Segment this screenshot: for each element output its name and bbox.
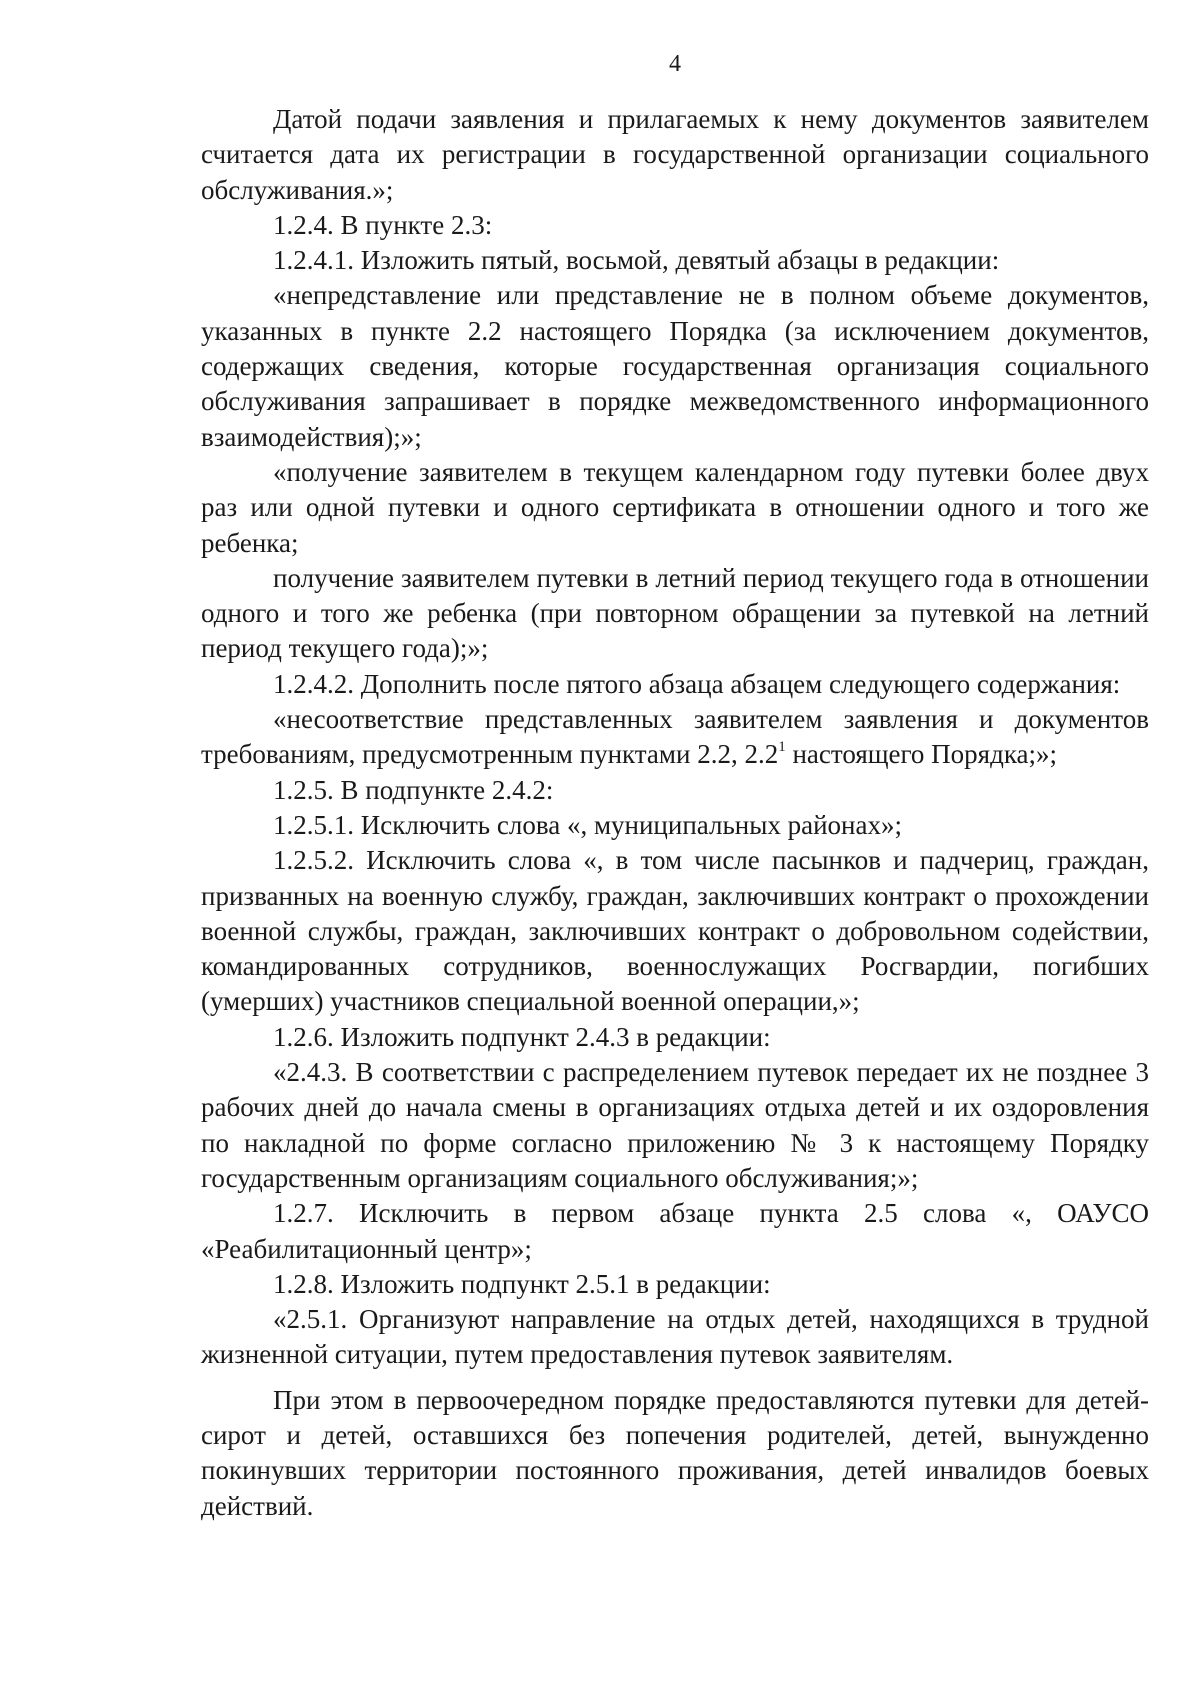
paragraph-nonsubmission: «непредставление или представление не в полном объеме документов, указанных в пункте 2.2 настоящего Порядка (за исключением документов, содержащих сведения, которые государственная организация социального обслуживания запрашивает в порядке межведомственного информационного взаимодействия);»; xyxy=(201,280,1149,452)
nonconformity-tail: настоящего Порядка;»; xyxy=(785,739,1058,770)
paragraph-1-2-6: 1.2.6. Изложить подпункт 2.4.3 в редакции: xyxy=(273,1021,771,1052)
document-body xyxy=(201,102,1149,1524)
nonconformity-text: «несоответствие представленных заявителем заявления и документов требованиям, предусмотренным пунктами 2.2, 2.2 xyxy=(201,704,1149,770)
paragraph-1-2-4-2: 1.2.4.2. Дополнить после пятого абзаца абзацем следующего содержания: xyxy=(273,668,1121,699)
paragraph-1-2-4-1: 1.2.4.1. Изложить пятый, восьмой, девятый абзацы в редакции: xyxy=(273,245,1000,276)
paragraph-2-5-1: «2.5.1. Организуют направление на отдых детей, находящихся в трудной жизненной ситуации, путем предоставления путевок заявителям. xyxy=(201,1304,1149,1370)
paragraph-1-2-5-2: 1.2.5.2. Исключить слова «, в том числе пасынков и падчериц, граждан, призванных на военную службу, граждан, заключивших контракт о прохождении военной службы, граждан, заключивших контракт о добровольном содействии, командированных сотрудников, военнослужащих Росгвардии, погибших (умерших) участников специальной военной операции,»; xyxy=(201,845,1149,1017)
paragraph-receipt-twice: «получение заявителем в текущем календарном году путевки более двух раз или одной путевки и одного сертификата в отношении одного и того же ребенка; xyxy=(201,456,1149,558)
paragraph-1-2-5: 1.2.5. В подпункте 2.4.2: xyxy=(273,774,554,805)
page-number: 4 xyxy=(669,51,681,77)
superscript-one: 1 xyxy=(778,739,786,756)
paragraph-1-2-4: 1.2.4. В пункте 2.3: xyxy=(273,209,493,240)
paragraph-1-2-5-1: 1.2.5.1. Исключить слова «, муниципальных районах»; xyxy=(273,809,902,840)
paragraph-2-4-3: «2.4.3. В соответствии с распределением путевок передает их не позднее 3 рабочих дней до начала смены в организациях отдыха детей и их оздоровления по накладной по форме согласно приложению № 3 к настоящему Порядку государственным организациям социального обслуживания;»; xyxy=(201,1057,1149,1193)
paragraph-1-2-8: 1.2.8. Изложить подпункт 2.5.1 в редакции: xyxy=(273,1268,771,1299)
paragraph-summer-period: получение заявителем путевки в летний период текущего года в отношении одного и того же ребенка (при повторном обращении за путевкой на летний период текущего года);»; xyxy=(201,562,1149,664)
paragraph-nonconformity xyxy=(201,702,1149,773)
paragraph-priority: При этом в первоочередном порядке предоставляются путевки для детей-сирот и детей, оставшихся без попечения родителей, детей, вынужденно покинувших территории постоянного проживания, детей инвалидов боевых действий. xyxy=(201,1384,1149,1521)
paragraph-application-date: Датой подачи заявления и прилагаемых к нему документов заявителем считается дата их регистрации в государственной организации социального обслуживания.»; xyxy=(201,104,1149,205)
paragraph-1-2-7: 1.2.7. Исключить в первом абзаце пункта 2.5 слова «, ОАУСО «Реабилитационный центр»; xyxy=(201,1198,1149,1264)
